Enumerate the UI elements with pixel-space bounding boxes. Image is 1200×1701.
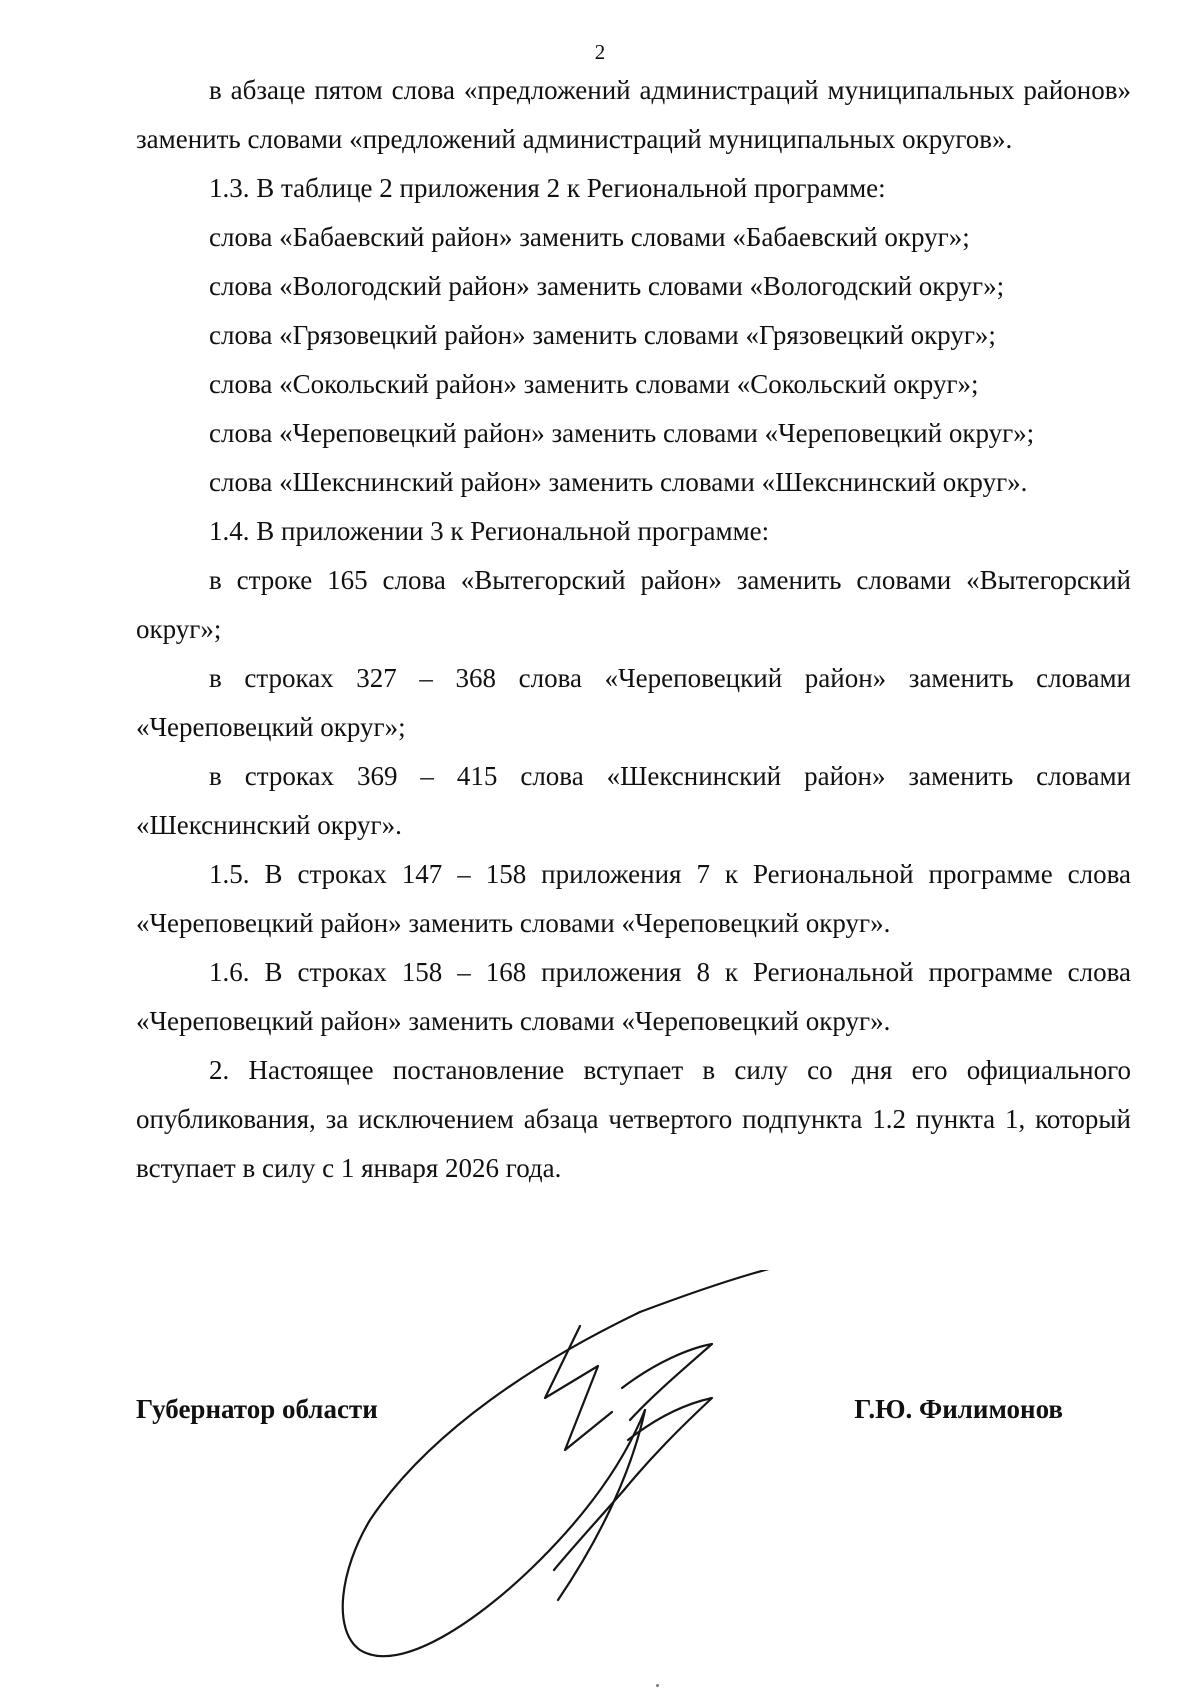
signatory-name: Г.Ю. Филимонов	[854, 1394, 1063, 1424]
paragraph-replacement-babaevsky: слова «Бабаевский район» заменить словами «Бабаевский округ»;	[209, 222, 970, 252]
paragraph-rows-327-368: в строках 327 – 368 слова «Череповецкий район» заменить словами «Череповецкий округ»;	[136, 663, 1131, 742]
paragraph-abzac-pyatyi: в абзаце пятом слова «предложений администраций муниципальных районов» заменить словами «предложений администраций муниципальных округов».	[136, 75, 1131, 154]
paragraph-1-5: 1.5. В строках 147 – 158 приложения 7 к Региональной программе слова «Череповецкий район» заменить словами «Череповецкий округ».	[136, 859, 1131, 938]
paragraph-rows-369-415: в строках 369 – 415 слова «Шекснинский район» заменить словами «Шекснинский округ».	[136, 761, 1131, 840]
paragraph-row-165: в строке 165 слова «Вытегорский район» заменить словами «Вытегорский округ»;	[136, 565, 1131, 644]
paragraph-2-entry-into-force: 2. Настоящее постановление вступает в силу со дня его официального опубликования, за исключением абзаца четвертого подпункта 1.2 пункта 1, который вступает в силу с 1 января 2026 года.	[136, 1055, 1131, 1183]
paragraph-replacement-gryazovetsky: слова «Грязовецкий район» заменить словами «Грязовецкий округ»;	[209, 320, 996, 350]
page-number: 2	[594, 40, 606, 64]
signatory-position: Губернатор области	[136, 1394, 378, 1424]
signature-stroke-tail	[554, 1490, 624, 1570]
paragraph-1-3-heading: 1.3. В таблице 2 приложения 2 к Региональной программе:	[209, 173, 886, 203]
paragraph-1-4-heading: 1.4. В приложении 3 к Региональной программе:	[209, 516, 770, 546]
document-body	[136, 66, 1131, 1193]
signature-stroke-big-loop	[343, 1312, 645, 1656]
paragraph-1-6: 1.6. В строках 158 – 168 приложения 8 к Региональной программе слова «Череповецкий район» заменить словами «Череповецкий округ».	[136, 957, 1131, 1036]
paragraph-replacement-sokolsky: слова «Сокольский район» заменить словами «Сокольский округ»;	[209, 369, 979, 399]
signature-stroke-upper-hook	[622, 1344, 712, 1420]
paragraph-replacement-cherepovetsky: слова «Череповецкий район» заменить словами «Череповецкий округ»;	[209, 418, 1035, 448]
scan-speck	[656, 1684, 659, 1687]
signature-stroke-long-line	[640, 1270, 875, 1312]
handwritten-signature	[340, 1270, 900, 1670]
paragraph-replacement-vologodsky: слова «Вологодский район» заменить словами «Вологодский округ»;	[209, 271, 1005, 301]
paragraph-replacement-sheksninsky: слова «Шекснинский район» заменить словами «Шекснинский округ».	[209, 467, 1028, 497]
